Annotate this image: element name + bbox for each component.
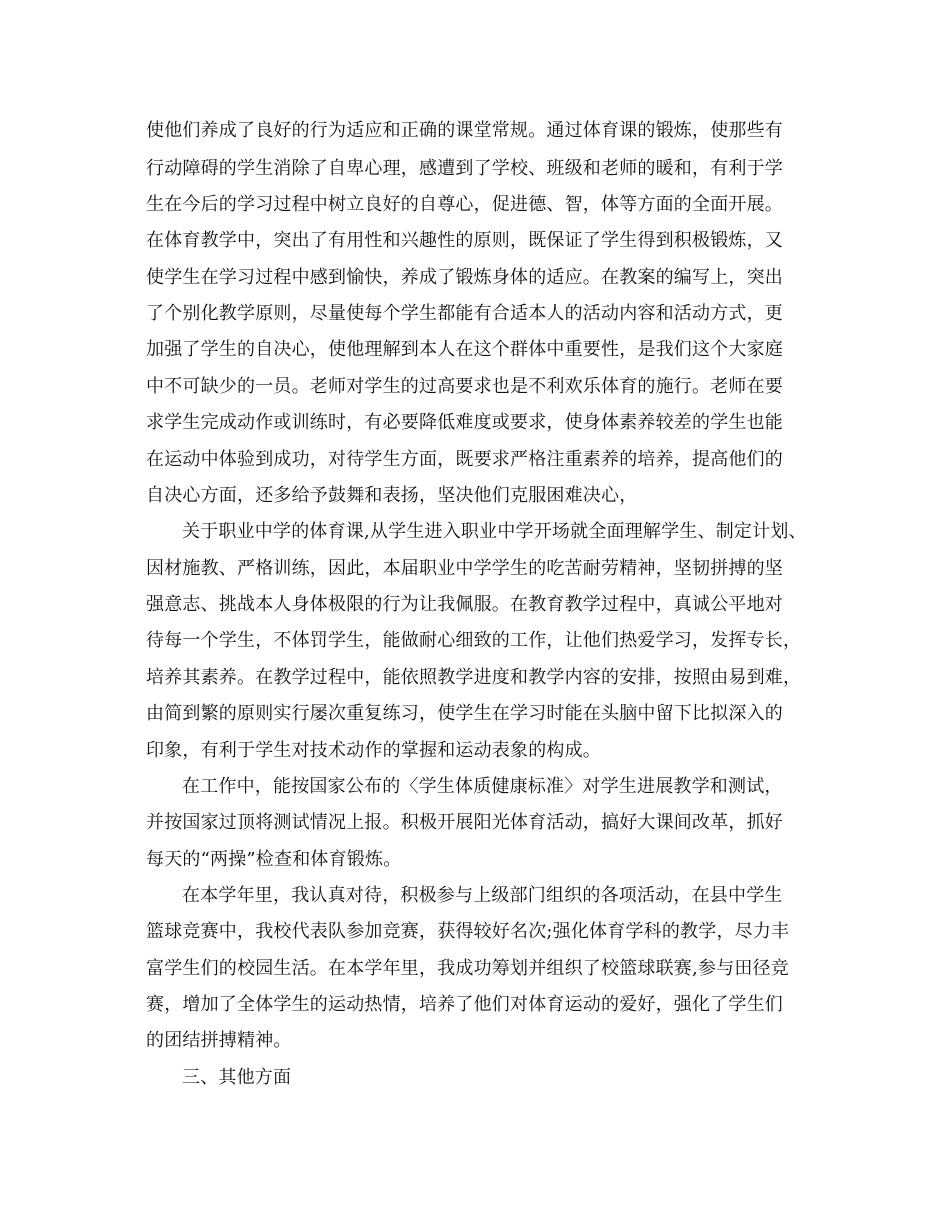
text-line: 因材施教、严格训练，因此，本届职业中学学生的吃苦耐劳精神，坚韧拼搏的坚 (146, 558, 783, 579)
text-line: 使他们养成了良好的行为适应和正确的课堂常规。通过体育课的锻炼，使那些有 (146, 120, 783, 141)
text-line: 在体育教学中，突出了有用性和兴趣性的原则，既保证了学生得到积极锻炼，又 (146, 230, 783, 251)
text-line: 自决心方面，还多给予鼓舞和表扬，坚决他们克服困难决心， (146, 485, 638, 506)
paragraph-start-line: 在本学年里，我认真对待，积极参与上级部门组织的各项活动，在县中学生 (182, 885, 783, 906)
text-line: 每天的“两操”检查和体育锻炼。 (146, 849, 402, 870)
text-line: 在运动中体验到成功，对待学生方面，既要求严格注重素养的培养，提高他们的 (146, 449, 783, 470)
text-line: 赛，增加了全体学生的运动热情，培养了他们对体育运动的爱好，强化了学生们 (146, 994, 783, 1015)
text-line: 由简到繁的原则实行屡次重复练习，使学生在学习时能在头脑中留下比拟深入的 (146, 703, 783, 724)
paragraph-start-line: 在工作中，能按国家公布的〈学生体质健康标准〉对学生进展教学和测试， (182, 776, 783, 797)
section-heading: 三、其他方面 (182, 1067, 292, 1088)
text-line: 篮球竞赛中，我校代表队参加竞赛，获得较好名次;强化体育学科的教学，尽力丰 (146, 921, 790, 942)
text-line: 中不可缺少的一员。老师对学生的过高要求也是不利欢乐体育的施行。老师在要 (146, 376, 783, 397)
text-line: 培养其素养。在教学过程中，能依照教学进度和教学内容的安排，按照由易到难， (146, 667, 802, 688)
text-line: 加强了学生的自决心，使他理解到本人在这个群体中重要性，是我们这个大家庭 (146, 339, 783, 360)
text-line: 并按国家过顶将测试情况上报。积极开展阳光体育活动，搞好大课间改革，抓好 (146, 812, 783, 833)
text-line: 了个别化教学原则，尽量使每个学生都能有合适本人的活动内容和活动方式，更 (146, 303, 783, 324)
text-line: 待每一个学生，不体罚学生，能做耐心细致的工作，让他们热爱学习，发挥专长， (146, 630, 802, 651)
text-line: 行动障碍的学生消除了自卑心理，感遭到了学校、班级和老师的暖和，有利于学 (146, 158, 783, 179)
text-line: 强意志、挑战本人身体极限的行为让我佩服。在教育教学过程中，真诚公平地对 (146, 594, 783, 615)
text-line: 生在今后的学习过程中树立良好的自尊心，促进德、智，体等方面的全面开展。 (146, 194, 783, 215)
text-line: 印象，有利于学生对技术动作的掌握和运动表象的构成。 (146, 740, 601, 761)
text-line: 富学生们的校园生活。在本学年里，我成功筹划并组织了校篮球联赛,参与田径竞 (146, 958, 789, 979)
text-line: 求学生完成动作或训练时，有必要降低难度或要求，使身体素养较差的学生也能 (146, 412, 783, 433)
paragraph-start-line: 关于职业中学的体育课,从学生进入职业中学开场就全面理解学生、制定计划、 (182, 521, 807, 542)
text-line: 的团结拼搏精神。 (146, 1030, 292, 1051)
text-line: 使学生在学习过程中感到愉快，养成了锻炼身体的适应。在教案的编写上，突出 (146, 267, 783, 288)
